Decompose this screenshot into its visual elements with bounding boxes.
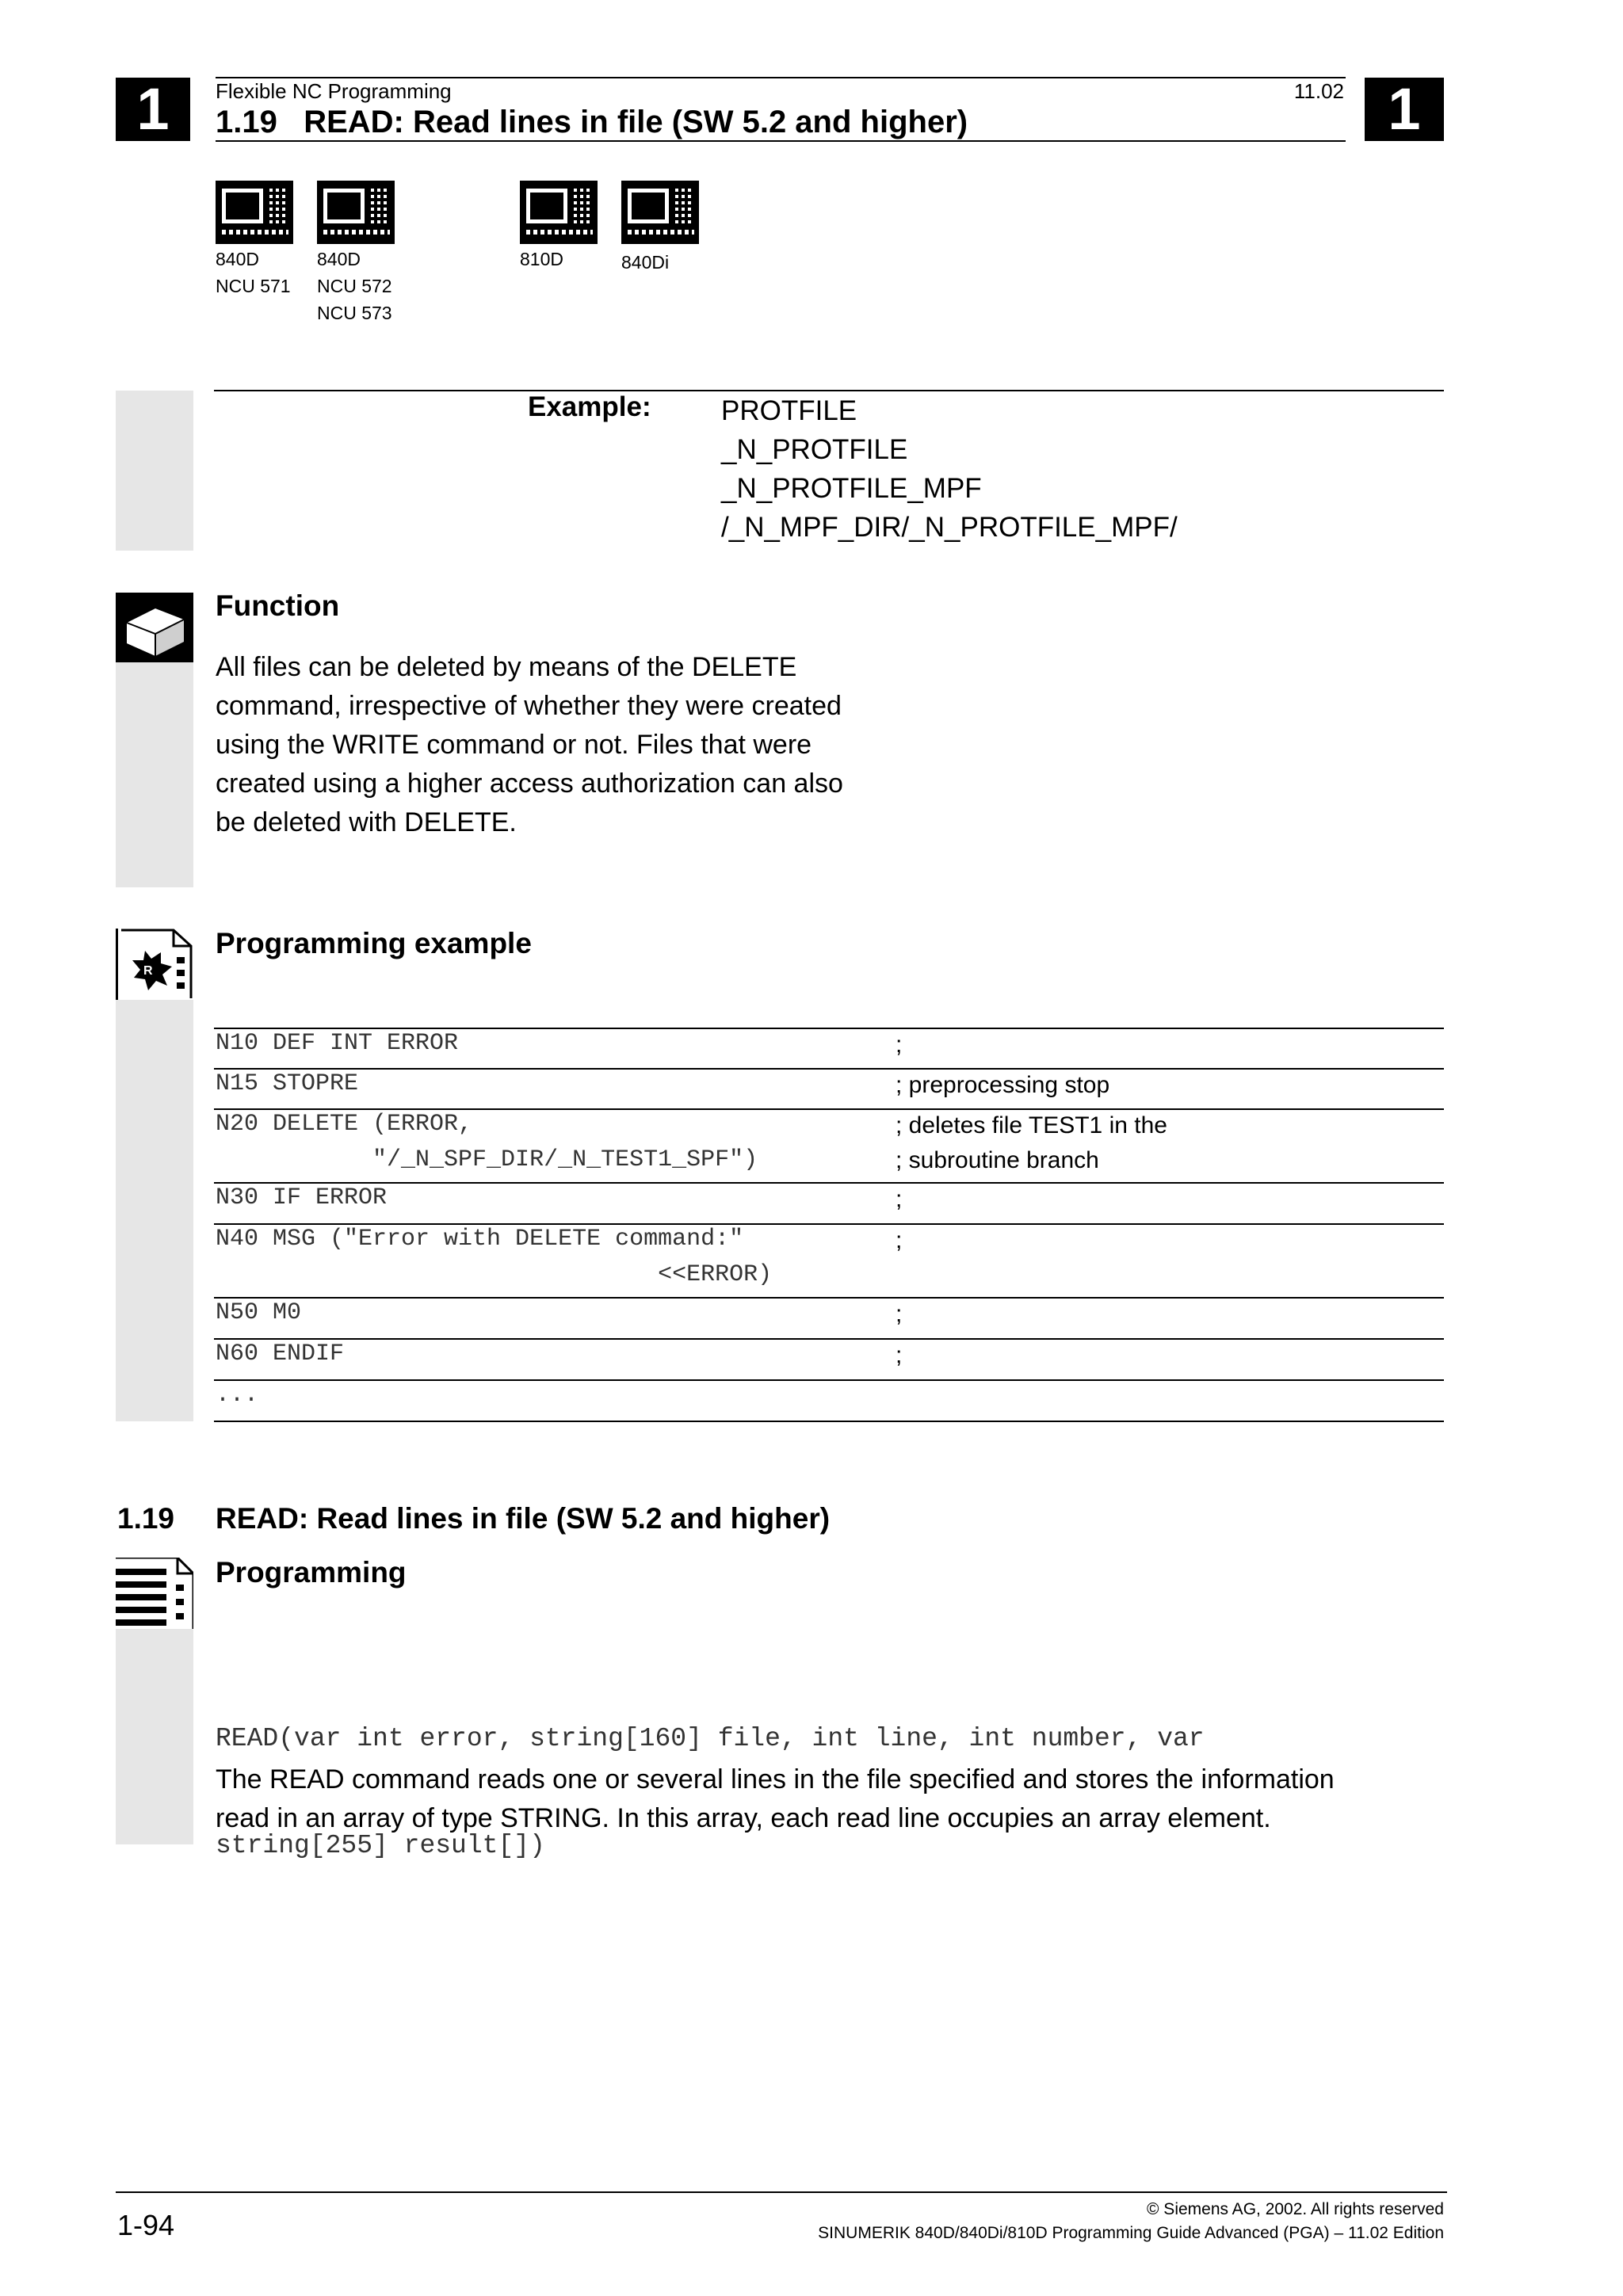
- code-line: N60 ENDIF: [216, 1341, 345, 1367]
- code-comment: ;: [896, 1032, 903, 1058]
- code-comment: ;: [896, 1342, 903, 1368]
- edition-note: SINUMERIK 840D/840Di/810D Programming Guide Advanced (PGA) – 11.02 Edition: [818, 2224, 1444, 2242]
- table-rule: [214, 1182, 1444, 1184]
- example-line: _N_PROTFILE: [721, 434, 908, 465]
- code-line: N50 M0: [216, 1299, 302, 1326]
- code-comment: ;: [896, 1186, 903, 1212]
- example-line: PROTFILE: [721, 395, 857, 426]
- function-heading: Function: [216, 589, 340, 622]
- example-values: [721, 391, 1178, 547]
- table-rule: [214, 1028, 1444, 1029]
- program-example-icon: [116, 929, 193, 1000]
- code-comment: ; deletes file TEST1 in the: [896, 1112, 1167, 1138]
- read-syntax: READ(var int error, string[160] file, int line, int number, var string[255] result[]): [216, 1724, 1205, 1860]
- section-label: Flexible NC Programming: [216, 79, 452, 103]
- code-line: N20 DELETE (ERROR,: [216, 1111, 473, 1138]
- section-number: 1.19: [117, 1502, 175, 1535]
- code-line: <<ERROR): [216, 1261, 773, 1288]
- header-top-rule: [216, 77, 1346, 78]
- cnc-control-icon: [317, 181, 395, 244]
- code-line: ...: [216, 1382, 259, 1409]
- code-line: N15 STOPRE: [216, 1070, 359, 1097]
- code-line: N10 DEF INT ERROR: [216, 1030, 459, 1057]
- table-rule: [214, 1108, 1444, 1110]
- read-description: The READ command reads one or several lines in the file specified and stores the information read in an array of type STRING. In this array, each read line occupies an array element.: [216, 1764, 1335, 1833]
- header-bottom-rule: [216, 140, 1346, 142]
- footer-rule: [116, 2191, 1447, 2193]
- page-title: 1.19 READ: Read lines in file (SW 5.2 and higher): [216, 105, 968, 139]
- code-line: "/_N_SPF_DIR/_N_TEST1_SPF"): [216, 1146, 758, 1173]
- footer-info: [713, 2198, 1444, 2245]
- margin-bar: [116, 391, 193, 551]
- table-rule: [214, 1297, 1444, 1299]
- svg-text:R: R: [143, 964, 153, 978]
- code-line: N30 IF ERROR: [216, 1184, 388, 1211]
- program-listing-icon: [116, 1558, 193, 1629]
- table-rule: [214, 1068, 1444, 1070]
- cnc-control-icon: [216, 181, 293, 244]
- table-rule: [214, 1223, 1444, 1225]
- edition-date: 11.02: [1293, 79, 1344, 103]
- control-label-840di: 840Di: [621, 252, 670, 273]
- programming-heading: Programming: [216, 1556, 407, 1589]
- page-number: 1-94: [117, 2209, 175, 2241]
- control-label-810d: 810D: [520, 249, 563, 269]
- table-rule: [214, 1421, 1444, 1422]
- code-comment: ; preprocessing stop: [896, 1072, 1110, 1098]
- margin-bar: [116, 929, 193, 1421]
- control-label-840d-ncu572: 840D NCU 572 NCU 573: [317, 249, 392, 323]
- function-text: All files can be deleted by means of the DELETE command, irrespective of whether they were created using the WRITE command or not. Files that were created using a higher access authorization can also be deleted with DELETE.: [216, 652, 843, 837]
- control-label-840d-ncu571: 840D NCU 571: [216, 249, 291, 296]
- code-line: N40 MSG ("Error with DELETE command:": [216, 1226, 744, 1253]
- copyright: © Siemens AG, 2002. All rights reserved: [1147, 2200, 1444, 2218]
- example-line: _N_PROTFILE_MPF: [721, 473, 982, 504]
- cube-icon: [116, 593, 193, 662]
- section-heading: READ: Read lines in file (SW 5.2 and higher): [216, 1502, 831, 1535]
- chapter-number-right: 1: [1365, 78, 1444, 141]
- programming-example-heading: Programming example: [216, 927, 532, 959]
- chapter-number-left: 1: [116, 78, 190, 141]
- cnc-control-icon: [520, 181, 598, 244]
- example-label: Example:: [528, 391, 651, 422]
- table-rule: [214, 1338, 1444, 1340]
- code-comment: ;: [896, 1301, 903, 1327]
- example-line: /_N_MPF_DIR/_N_PROTFILE_MPF/: [721, 512, 1178, 543]
- code-comment: ;: [896, 1227, 903, 1253]
- code-comment: ; subroutine branch: [896, 1147, 1099, 1173]
- table-rule: [214, 1379, 1444, 1381]
- cnc-control-icon: [621, 181, 699, 244]
